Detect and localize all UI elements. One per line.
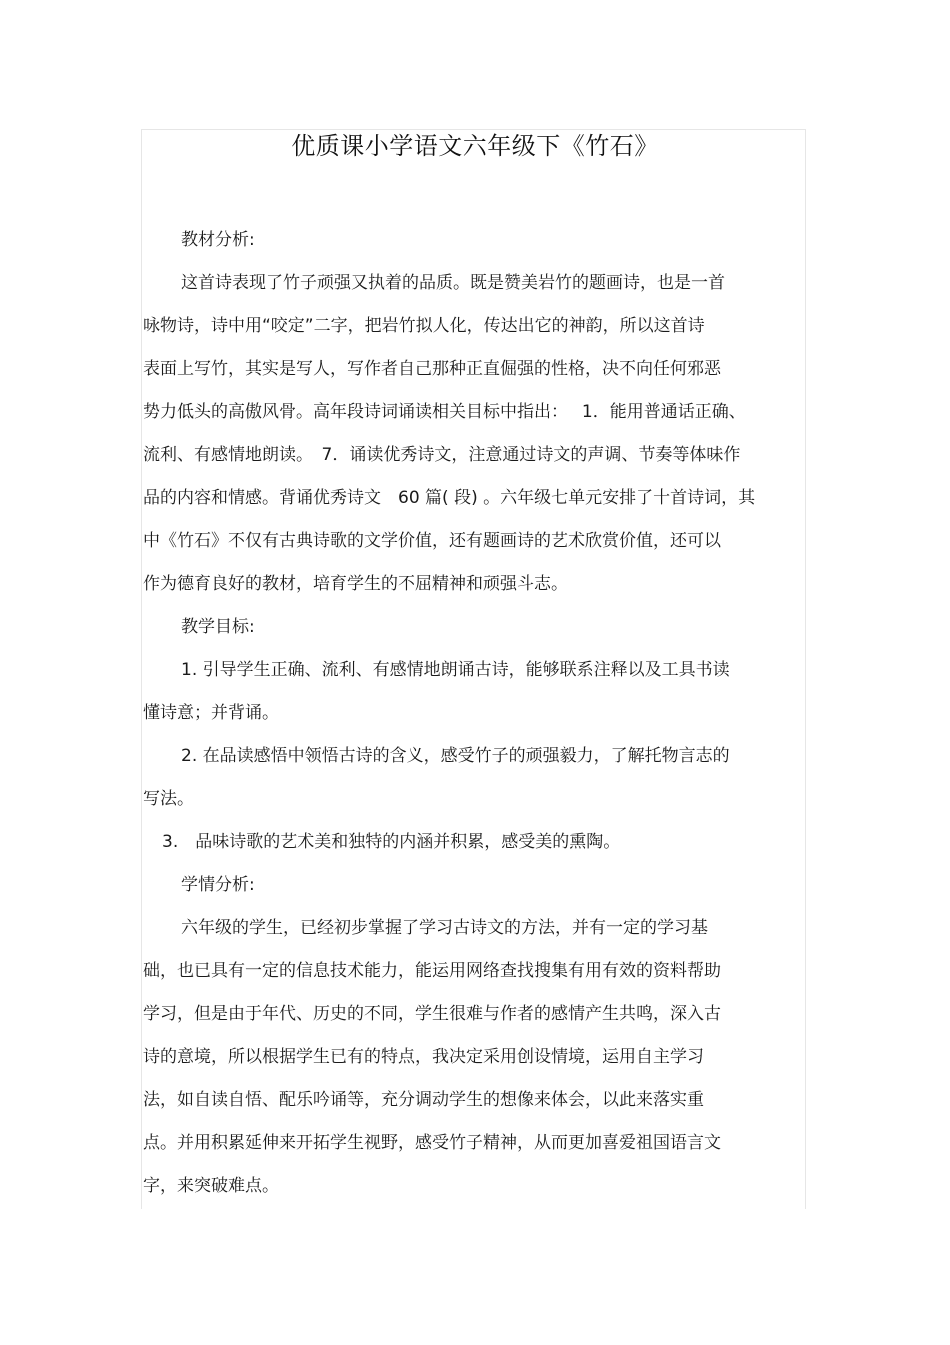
paragraph-line: 字，来突破难点。 bbox=[143, 1176, 279, 1196]
paragraph-line: 中《竹石》不仅有古典诗歌的文学价值，还有题画诗的艺术欣赏价值，还可以 bbox=[143, 531, 721, 551]
paragraph-line: 础，也已具有一定的信息技术能力，能运用网络查找搜集有用有效的资料帮助 bbox=[143, 961, 721, 981]
paragraph-line: 作为德育良好的教材，培育学生的不屈精神和顽强斗志。 bbox=[143, 574, 568, 594]
goal-item: 3. 品味诗歌的艺术美和独特的内涵并积累，感受美的熏陶。 bbox=[162, 832, 621, 852]
paragraph-line: 咏物诗，诗中用“咬定”二字，把岩竹拟人化，传达出它的神韵，所以这首诗 bbox=[143, 316, 705, 336]
heading-student-analysis: 学情分析: bbox=[181, 875, 255, 895]
paragraph-line: 法，如自读自悟、配乐吟诵等，充分调动学生的想像来体会，以此来落实重 bbox=[143, 1090, 704, 1110]
heading-teaching-goals: 教学目标: bbox=[181, 617, 255, 637]
goal-item: 2. 在品读感悟中领悟古诗的含义，感受竹子的顽强毅力，了解托物言志的 bbox=[181, 746, 730, 766]
paragraph-line: 诗的意境，所以根据学生已有的特点，我决定采用创设情境，运用自主学习 bbox=[143, 1047, 704, 1067]
paragraph-line: 势力低头的高傲风骨。高年段诗词诵读相关目标中指出： 1．能用普通话正确、 bbox=[143, 402, 746, 422]
paragraph-line: 流利、有感情地朗读。 7．诵读优秀诗文，注意通过诗文的声调、节奏等体味作 bbox=[143, 445, 741, 465]
heading-textbook-analysis: 教材分析: bbox=[181, 230, 255, 250]
paragraph-line: 点。并用积累延伸来开拓学生视野，感受竹子精神，从而更加喜爱祖国语言文 bbox=[143, 1133, 721, 1153]
goal-item: 1. 引导学生正确、流利、有感情地朗诵古诗，能够联系注释以及工具书读 bbox=[181, 660, 730, 680]
document-title: 优质课小学语文六年级下《竹石》 bbox=[291, 132, 659, 160]
paragraph-line: 学习，但是由于年代、历史的不同，学生很难与作者的感情产生共鸣，深入古 bbox=[143, 1004, 721, 1024]
paragraph-line: 六年级的学生，已经初步掌握了学习古诗文的方法，并有一定的学习基 bbox=[181, 918, 708, 938]
goal-item-continued: 写法。 bbox=[143, 789, 194, 809]
paragraph-line: 品的内容和情感。背诵优秀诗文 60 篇( 段) 。六年级七单元安排了十首诗词，其 bbox=[143, 488, 756, 508]
goal-item-continued: 懂诗意；并背诵。 bbox=[143, 703, 279, 723]
paragraph-line: 表面上写竹，其实是写人，写作者自己那种正直倔强的性格，决不向任何邪恶 bbox=[143, 359, 721, 379]
paragraph-line: 这首诗表现了竹子顽强又执着的品质。既是赞美岩竹的题画诗，也是一首 bbox=[181, 273, 725, 293]
